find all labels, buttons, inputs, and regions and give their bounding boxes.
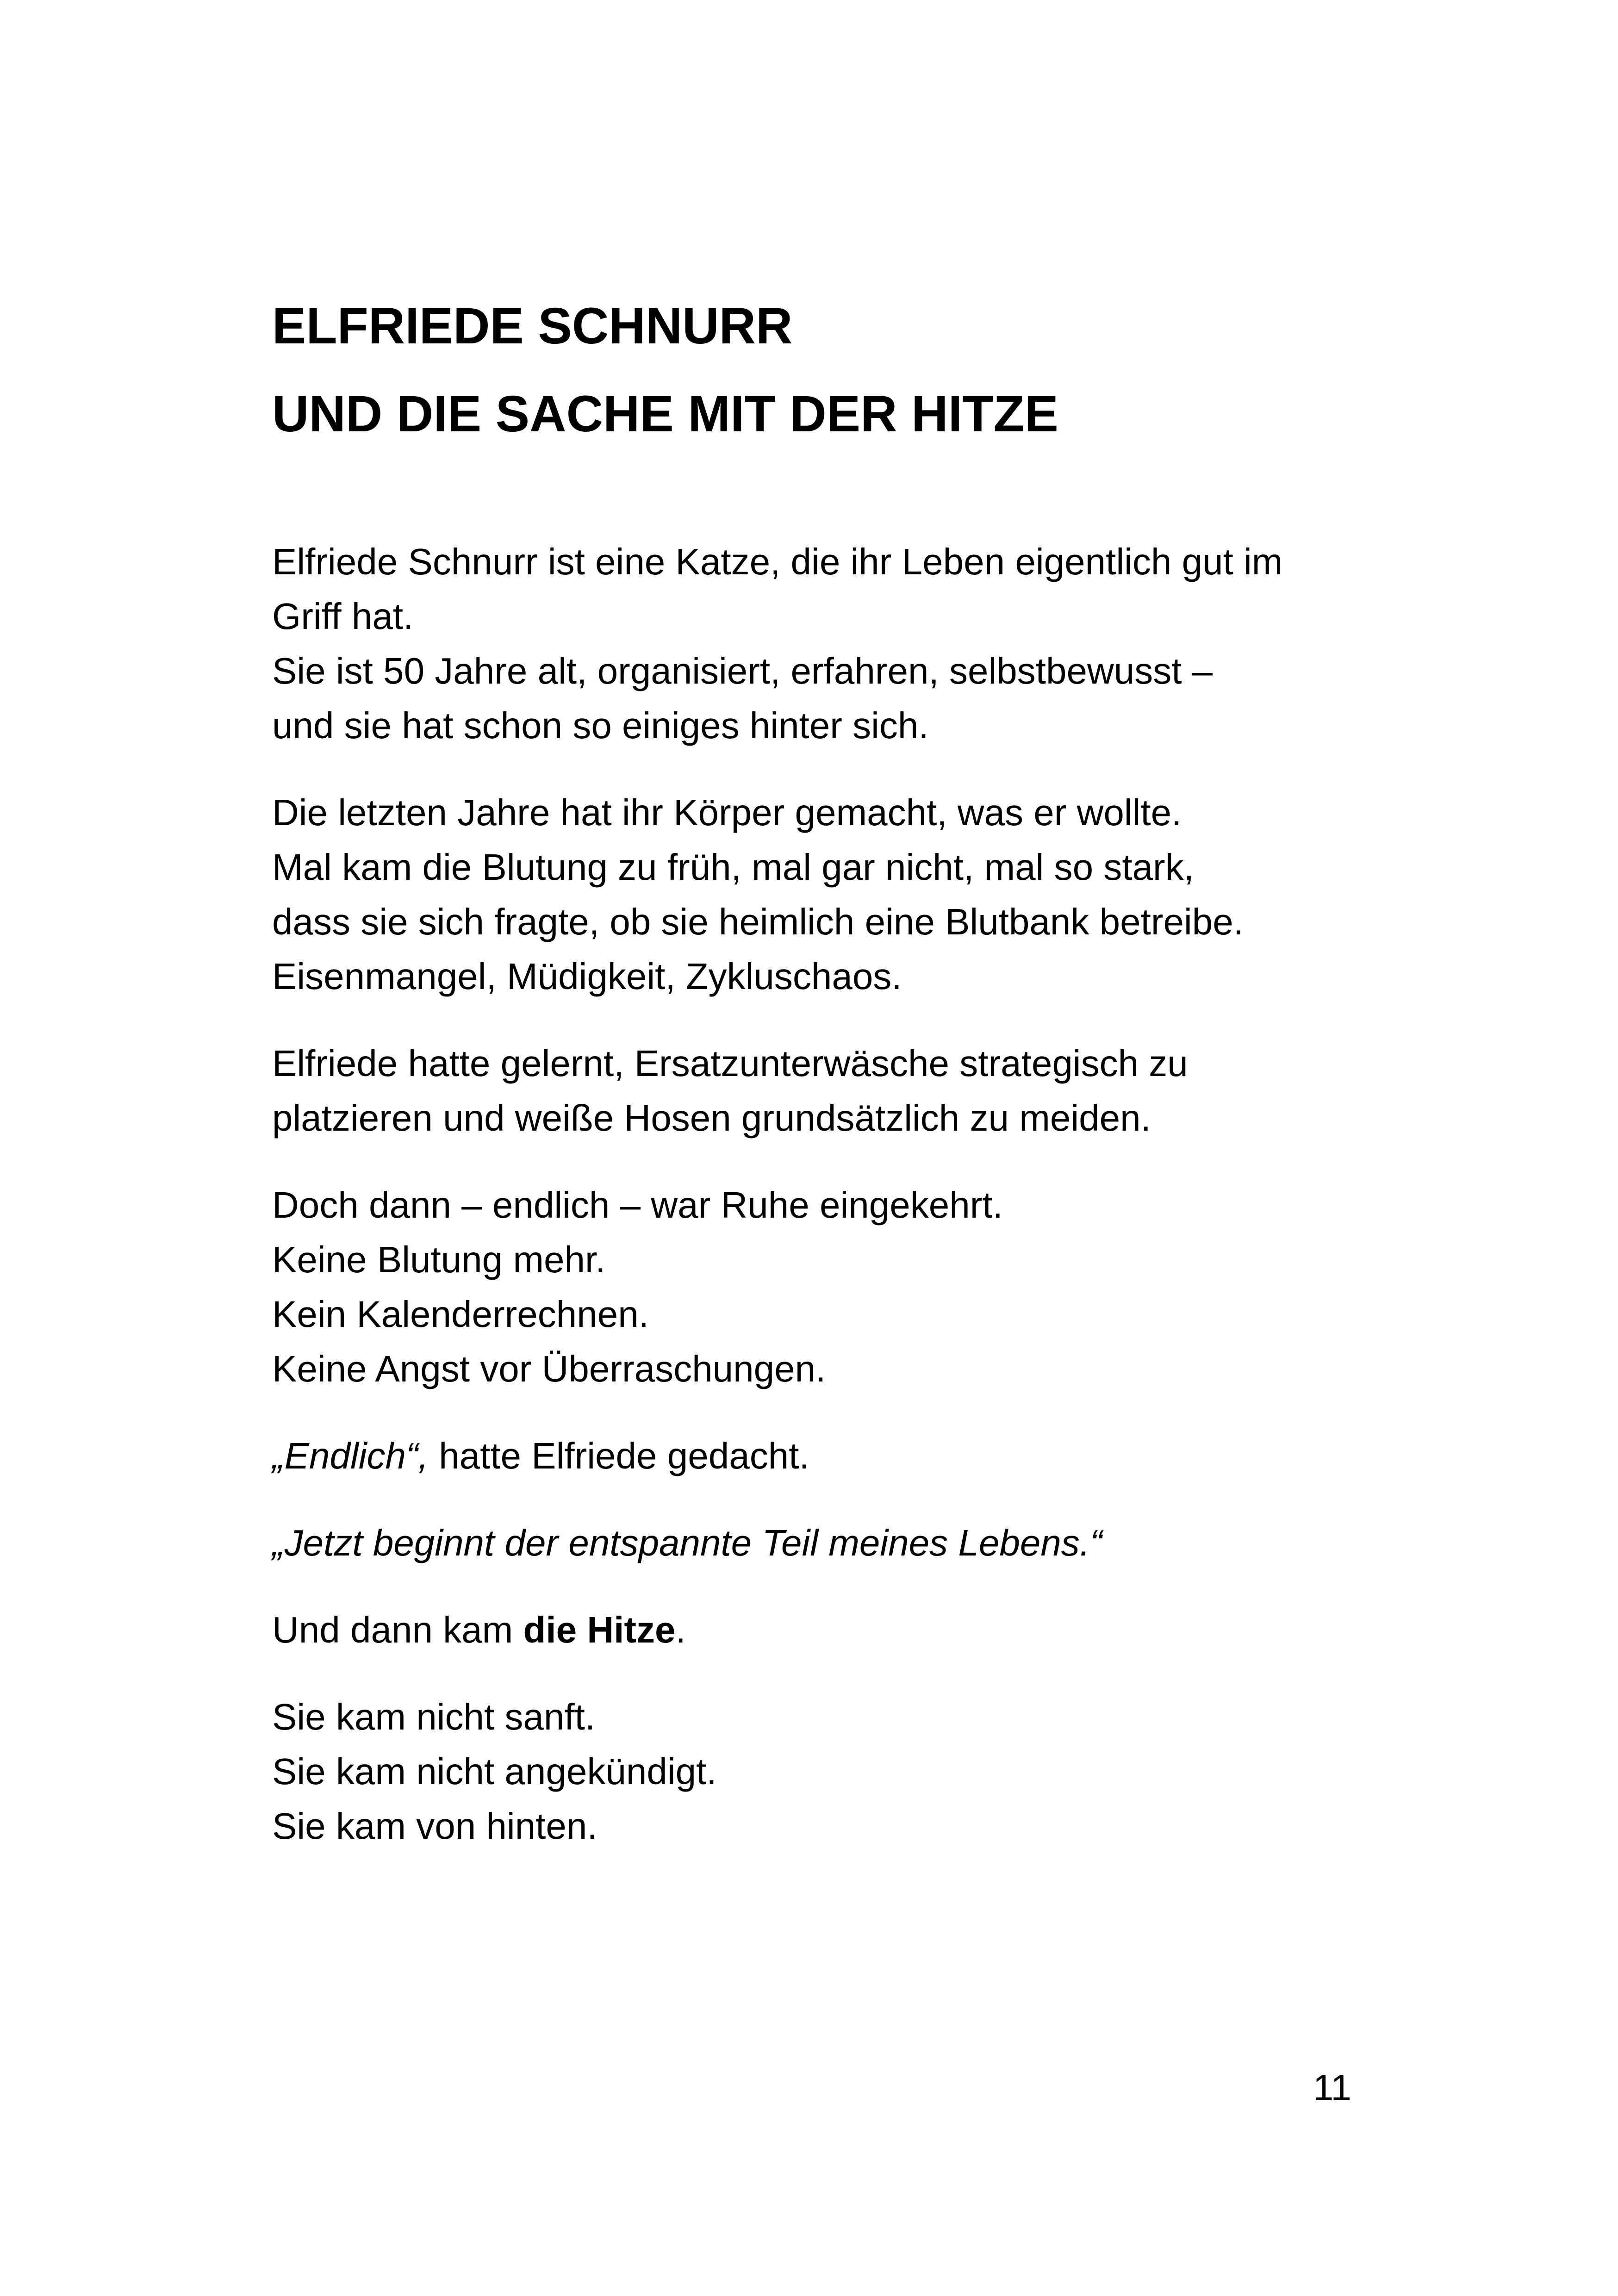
text-line: Mal kam die Blutung zu früh, mal gar nicht, mal so stark,: [272, 846, 1194, 888]
text-line: Sie kam nicht sanft.: [272, 1696, 596, 1737]
paragraph-4: [272, 1178, 1350, 1396]
text-line: [272, 1429, 1350, 1483]
text-line: Doch dann – endlich – war Ruhe eingekehrt.: [272, 1184, 1003, 1226]
text-line: und sie hat schon so einiges hinter sich.: [272, 705, 929, 746]
chapter-title: [272, 282, 1058, 458]
text-line: Elfriede hatte gelernt, Ersatzunterwäsche strategisch zu: [272, 1043, 1188, 1084]
paragraph-6: [272, 1516, 1350, 1570]
text-line: Die letzten Jahre hat ihr Körper gemacht, was er wollte.: [272, 792, 1182, 833]
text-line: Elfriede Schnurr ist eine Katze, die ihr Leben eigentlich gut im: [272, 541, 1283, 582]
text-fragment: .: [675, 1609, 686, 1650]
paragraph-7: [272, 1603, 1350, 1657]
text-line: Keine Angst vor Überraschungen.: [272, 1348, 826, 1389]
quote-attribution: hatte Elfriede gedacht.: [428, 1435, 809, 1476]
text-line: Kein Kalenderrechnen.: [272, 1294, 649, 1335]
text-line: Keine Blutung mehr.: [272, 1239, 606, 1280]
paragraph-3: [272, 1036, 1350, 1145]
text-line: [272, 1603, 1350, 1657]
chapter-body: [272, 535, 1350, 1886]
chapter-title-line-1: ELFRIEDE SCHNURR: [272, 298, 793, 355]
text-line: platzieren und weiße Hosen grundsätzlich zu meiden.: [272, 1097, 1151, 1139]
paragraph-1: [272, 535, 1350, 753]
text-line: Sie kam von hinten.: [272, 1805, 597, 1847]
italic-quote: „Jetzt beginnt der entspannte Teil meines Lebens.“: [272, 1522, 1102, 1563]
text-fragment: Und dann kam: [272, 1609, 523, 1650]
chapter-title-line-2: UND DIE SACHE MIT DER HITZE: [272, 386, 1058, 442]
paragraph-8: [272, 1690, 1350, 1854]
text-line: Sie kam nicht angekündigt.: [272, 1751, 717, 1792]
text-line: Sie ist 50 Jahre alt, organisiert, erfahren, selbstbewusst –: [272, 650, 1213, 691]
page-number: 11: [1313, 2067, 1351, 2108]
text-line: Eisenmangel, Müdigkeit, Zykluschaos.: [272, 956, 902, 997]
paragraph-2: [272, 785, 1350, 1004]
text-line: Griff hat.: [272, 596, 414, 637]
text-line: dass sie sich fragte, ob sie heimlich eine Blutbank betreibe.: [272, 901, 1244, 942]
italic-quote: „Endlich“,: [272, 1435, 429, 1476]
paragraph-5: [272, 1429, 1350, 1483]
bold-emphasis: die Hitze: [523, 1609, 676, 1650]
